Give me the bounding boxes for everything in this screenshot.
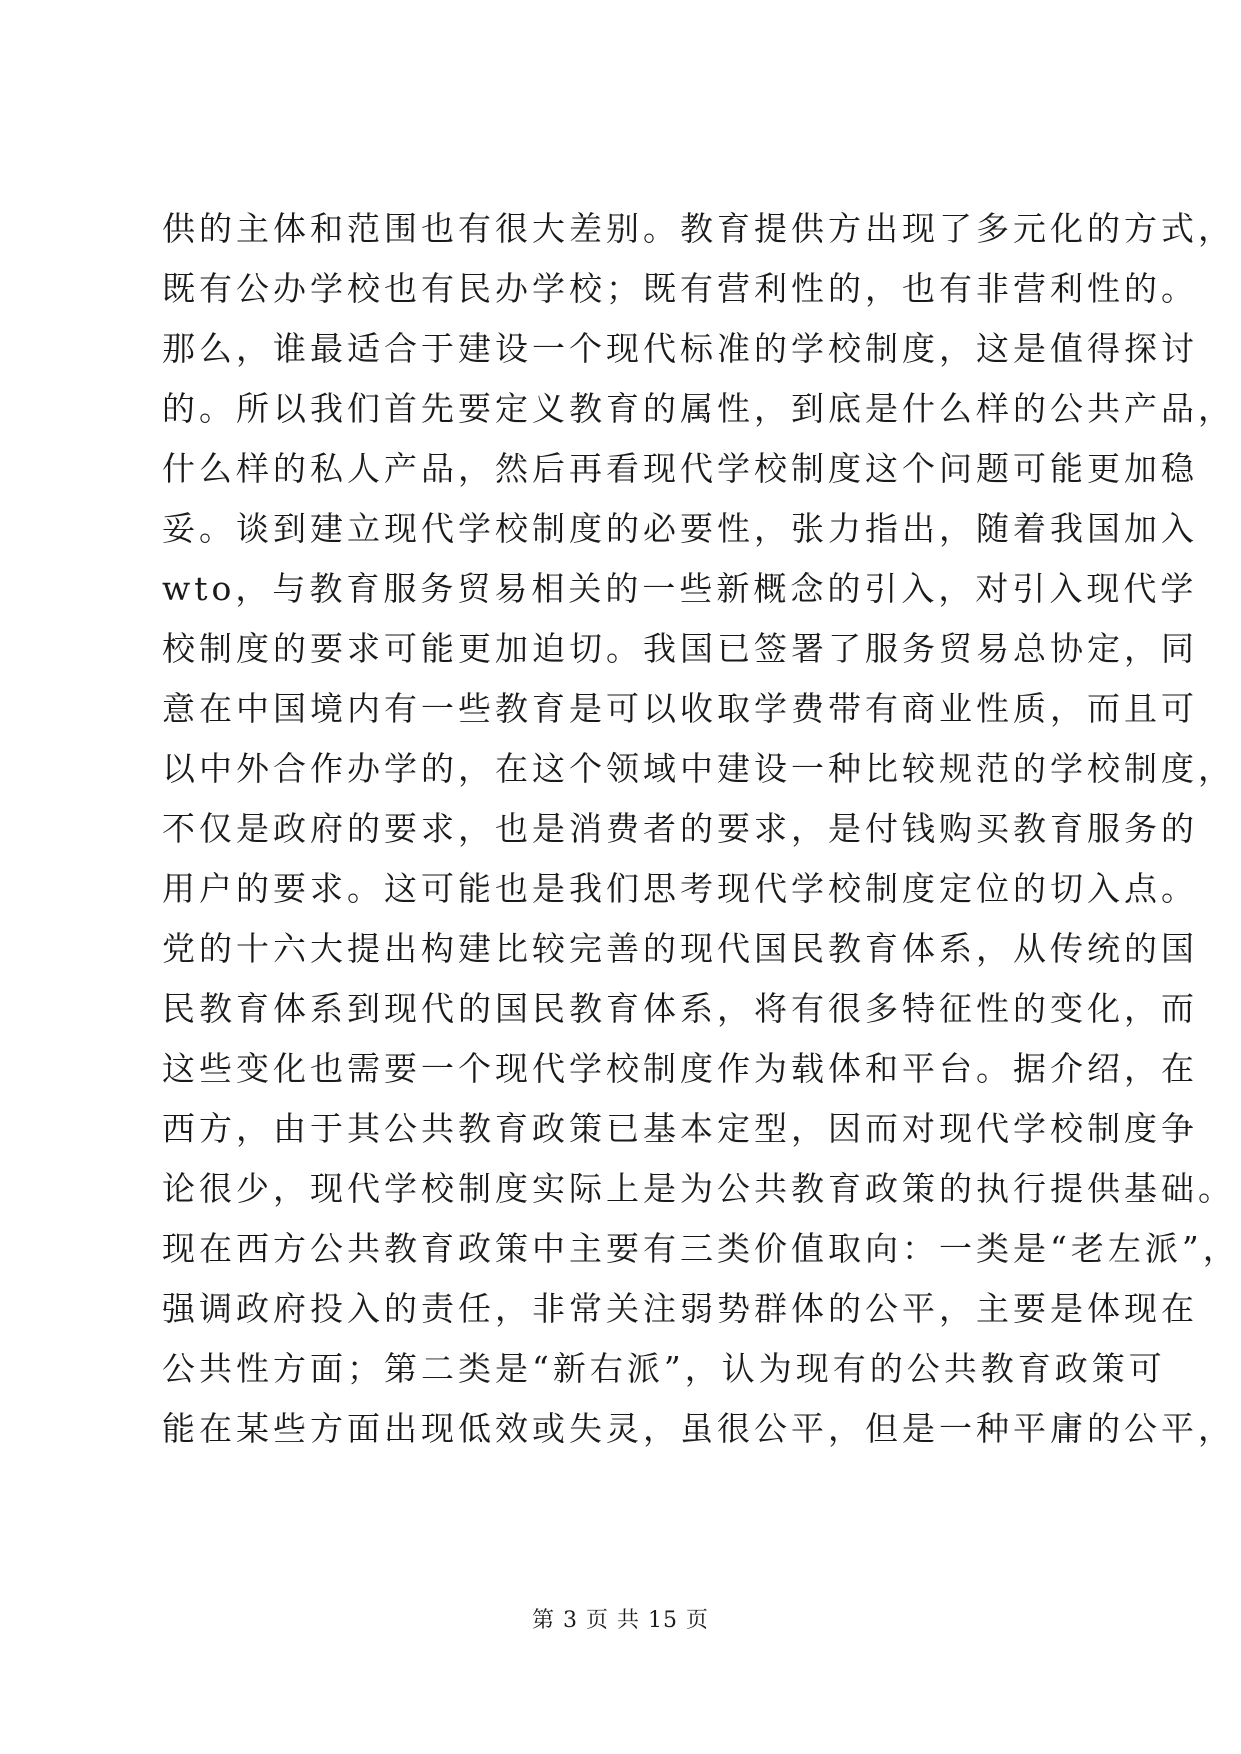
text-line: 意在中国境内有一些教育是可以收取学费带有商业性质，而且可 [162,689,1198,728]
body-text [162,199,1240,1459]
text-line: 强调政府投入的责任，非常关注弱势群体的公平，主要是体现在 [162,1289,1198,1328]
text-line: 这些变化也需要一个现代学校制度作为载体和平台。据介绍，在 [162,1049,1198,1088]
text-line: 校制度的要求可能更加迫切。我国已签署了服务贸易总协定，同 [162,629,1198,668]
text-line: 现在西方公共教育政策中主要有三类价值取向：一类是“老左派”， [162,1229,1240,1268]
text-line: 公共性方面；第二类是“新右派”，认为现有的公共教育政策可 [162,1349,1166,1388]
text-line: 的。所以我们首先要定义教育的属性，到底是什么样的公共产品， [162,389,1235,428]
text-line: 西方，由于其公共教育政策已基本定型，因而对现代学校制度争 [162,1109,1198,1148]
text-line: 以中外合作办学的，在这个领域中建设一种比较规范的学校制度， [162,749,1235,788]
text-line: 用户的要求。这可能也是我们思考现代学校制度定位的切入点。 [162,869,1198,908]
text-line: 妥。谈到建立现代学校制度的必要性，张力指出，随着我国加入 [162,509,1198,548]
text-line: 既有公办学校也有民办学校；既有营利性的，也有非营利性的。 [162,269,1198,308]
text-line: 那么，谁最适合于建设一个现代标准的学校制度，这是值得探讨 [162,329,1198,368]
text-line: 不仅是政府的要求，也是消费者的要求，是付钱购买教育服务的 [162,809,1198,848]
text-line: wto，与教育服务贸易相关的一些新概念的引入，对引入现代学 [162,569,1198,608]
text-line: 供的主体和范围也有很大差别。教育提供方出现了多元化的方式， [162,209,1235,248]
text-line: 论很少，现代学校制度实际上是为公共教育政策的执行提供基础。 [162,1169,1235,1208]
text-line: 党的十六大提出构建比较完善的现代国民教育体系，从传统的国 [162,929,1198,968]
text-line: 能在某些方面出现低效或失灵，虽很公平，但是一种平庸的公平， [162,1409,1235,1448]
text-line: 什么样的私人产品，然后再看现代学校制度这个问题可能更加稳 [162,449,1198,488]
page-number-footer: 第 3 页 共 15 页 [532,1608,709,1633]
text-line: 民教育体系到现代的国民教育体系，将有很多特征性的变化，而 [162,989,1198,1028]
